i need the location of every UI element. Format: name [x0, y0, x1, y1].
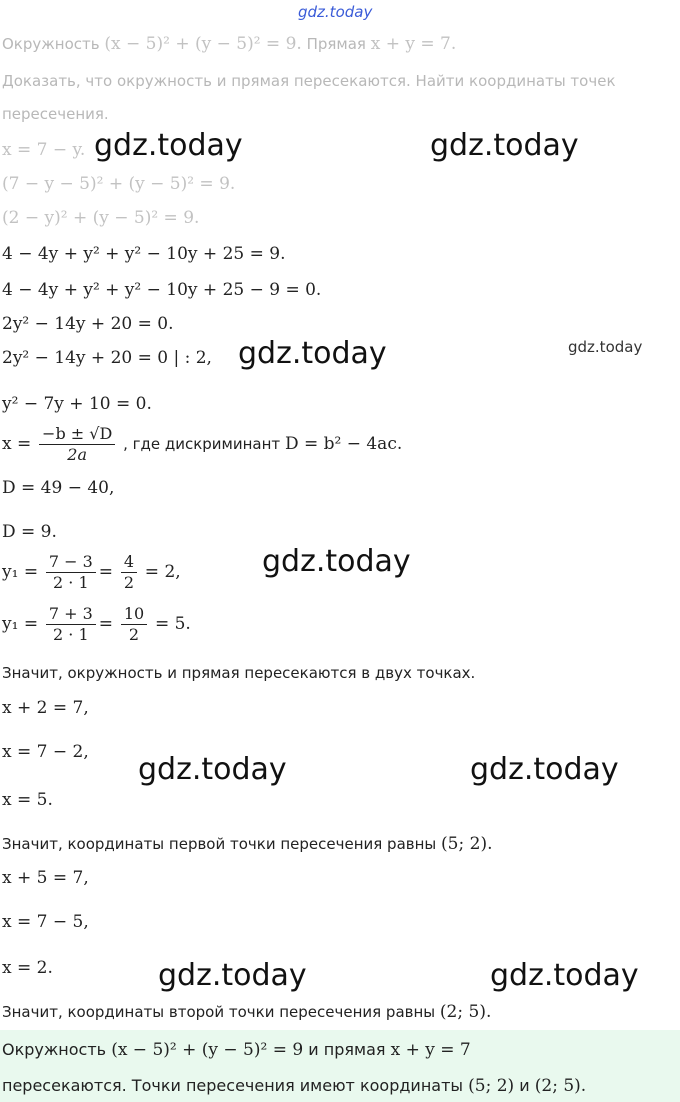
intro-text: Окружность	[2, 35, 100, 53]
answer-text: Окружность	[2, 1040, 107, 1059]
root-2-lhs: y₁ =	[2, 614, 39, 634]
answer-text-2: и прямая	[308, 1040, 386, 1059]
point-1-step-b: x = 7 − 2,	[2, 742, 89, 762]
root-1-fraction-2	[121, 552, 137, 593]
watermark: gdz.today	[238, 336, 387, 371]
denominator: 2 · 1	[53, 573, 89, 592]
numerator: 7 − 3	[46, 552, 96, 573]
circle-equation: (x − 5)² + (y − 5)² = 9.	[104, 34, 302, 54]
step-10: D = 49 − 40,	[2, 478, 115, 498]
equals: =	[98, 562, 114, 582]
root-1-line	[2, 552, 181, 593]
conclusion-3	[2, 1002, 491, 1022]
conclusion-1: Значит, окружность и прямая пересекаются в двух точках.	[2, 664, 476, 682]
watermark: gdz.today	[490, 958, 639, 993]
line-equation: x + y = 7.	[370, 34, 457, 54]
answer-line-1	[2, 1040, 471, 1060]
watermark-small: gdz.today	[568, 338, 643, 356]
watermark: gdz.today	[470, 752, 619, 787]
watermark: gdz.today	[94, 128, 243, 163]
discriminant-formula: D = b² − 4ac.	[284, 434, 403, 454]
root-2-result: = 5.	[154, 614, 191, 634]
denominator: 2 · 1	[53, 625, 89, 644]
step-2: (7 − y − 5)² + (y − 5)² = 9.	[2, 174, 236, 194]
formula-denominator: 2a	[67, 445, 88, 464]
formula-text: , где дискриминант	[123, 435, 281, 453]
step-7: 2y² − 14y + 20 = 0 | : 2,	[2, 348, 212, 368]
root-1-result: = 2,	[144, 562, 181, 582]
quadratic-formula-line	[2, 424, 402, 465]
denominator: 2	[128, 625, 140, 644]
answer-point-2: (2; 5).	[534, 1076, 587, 1096]
point-1-step-a: x + 2 = 7,	[2, 698, 89, 718]
watermark: gdz.today	[430, 128, 579, 163]
intro-line-3: пересечения.	[2, 105, 109, 123]
answer-and: и	[519, 1076, 530, 1095]
numerator: 7 + 3	[46, 604, 96, 625]
step-5: 4 − 4y + y² + y² − 10y + 25 − 9 = 0.	[2, 280, 322, 300]
answer-line-equation: x + y = 7	[390, 1040, 471, 1060]
step-6: 2y² − 14y + 20 = 0.	[2, 314, 174, 334]
numerator: 4	[121, 552, 137, 573]
step-8: y² − 7y + 10 = 0.	[2, 394, 152, 414]
equals: =	[98, 614, 114, 634]
step-11: D = 9.	[2, 522, 57, 542]
point-2-step-a: x + 5 = 7,	[2, 868, 89, 888]
formula-lhs: x =	[2, 434, 32, 454]
intro-line-1	[2, 34, 456, 54]
answer-block	[0, 1030, 680, 1102]
root-1-fraction-1	[46, 552, 96, 593]
watermark: gdz.today	[138, 752, 287, 787]
watermark: gdz.today	[262, 544, 411, 579]
root-1-lhs: y₁ =	[2, 562, 39, 582]
intro-line-2: Доказать, что окружность и прямая пересекаются. Найти координаты точек	[2, 72, 616, 90]
numerator: 10	[121, 604, 147, 625]
root-2-fraction-1	[46, 604, 96, 645]
formula-numerator: −b ± √D	[39, 424, 115, 445]
answer-line-2	[2, 1076, 586, 1096]
answer-point-1: (5; 2)	[468, 1076, 515, 1096]
conclusion-3-text: Значит, координаты второй точки пересечения равны	[2, 1003, 436, 1021]
answer-text-3: пересекаются. Точки пересечения имеют координаты	[2, 1076, 464, 1095]
step-4: 4 − 4y + y² + y² − 10y + 25 = 9.	[2, 244, 286, 264]
point-2-step-c: x = 2.	[2, 958, 53, 978]
point-1-coords: (5; 2).	[441, 834, 493, 854]
watermark-top: gdz.today	[298, 3, 373, 21]
denominator: 2	[123, 573, 135, 592]
point-2-step-b: x = 7 − 5,	[2, 912, 89, 932]
intro-text-2: Прямая	[306, 35, 366, 53]
step-3: (2 − y)² + (y − 5)² = 9.	[2, 208, 200, 228]
answer-circle-equation: (x − 5)² + (y − 5)² = 9	[111, 1040, 304, 1060]
watermark: gdz.today	[158, 958, 307, 993]
formula-fraction	[39, 424, 115, 465]
conclusion-2	[2, 834, 492, 854]
root-2-line	[2, 604, 191, 645]
point-1-step-c: x = 5.	[2, 790, 53, 810]
step-1: x = 7 − y.	[2, 140, 86, 160]
root-2-fraction-2	[121, 604, 147, 645]
conclusion-2-text: Значит, координаты первой точки пересечения равны	[2, 835, 437, 853]
point-2-coords: (2; 5).	[439, 1002, 492, 1022]
